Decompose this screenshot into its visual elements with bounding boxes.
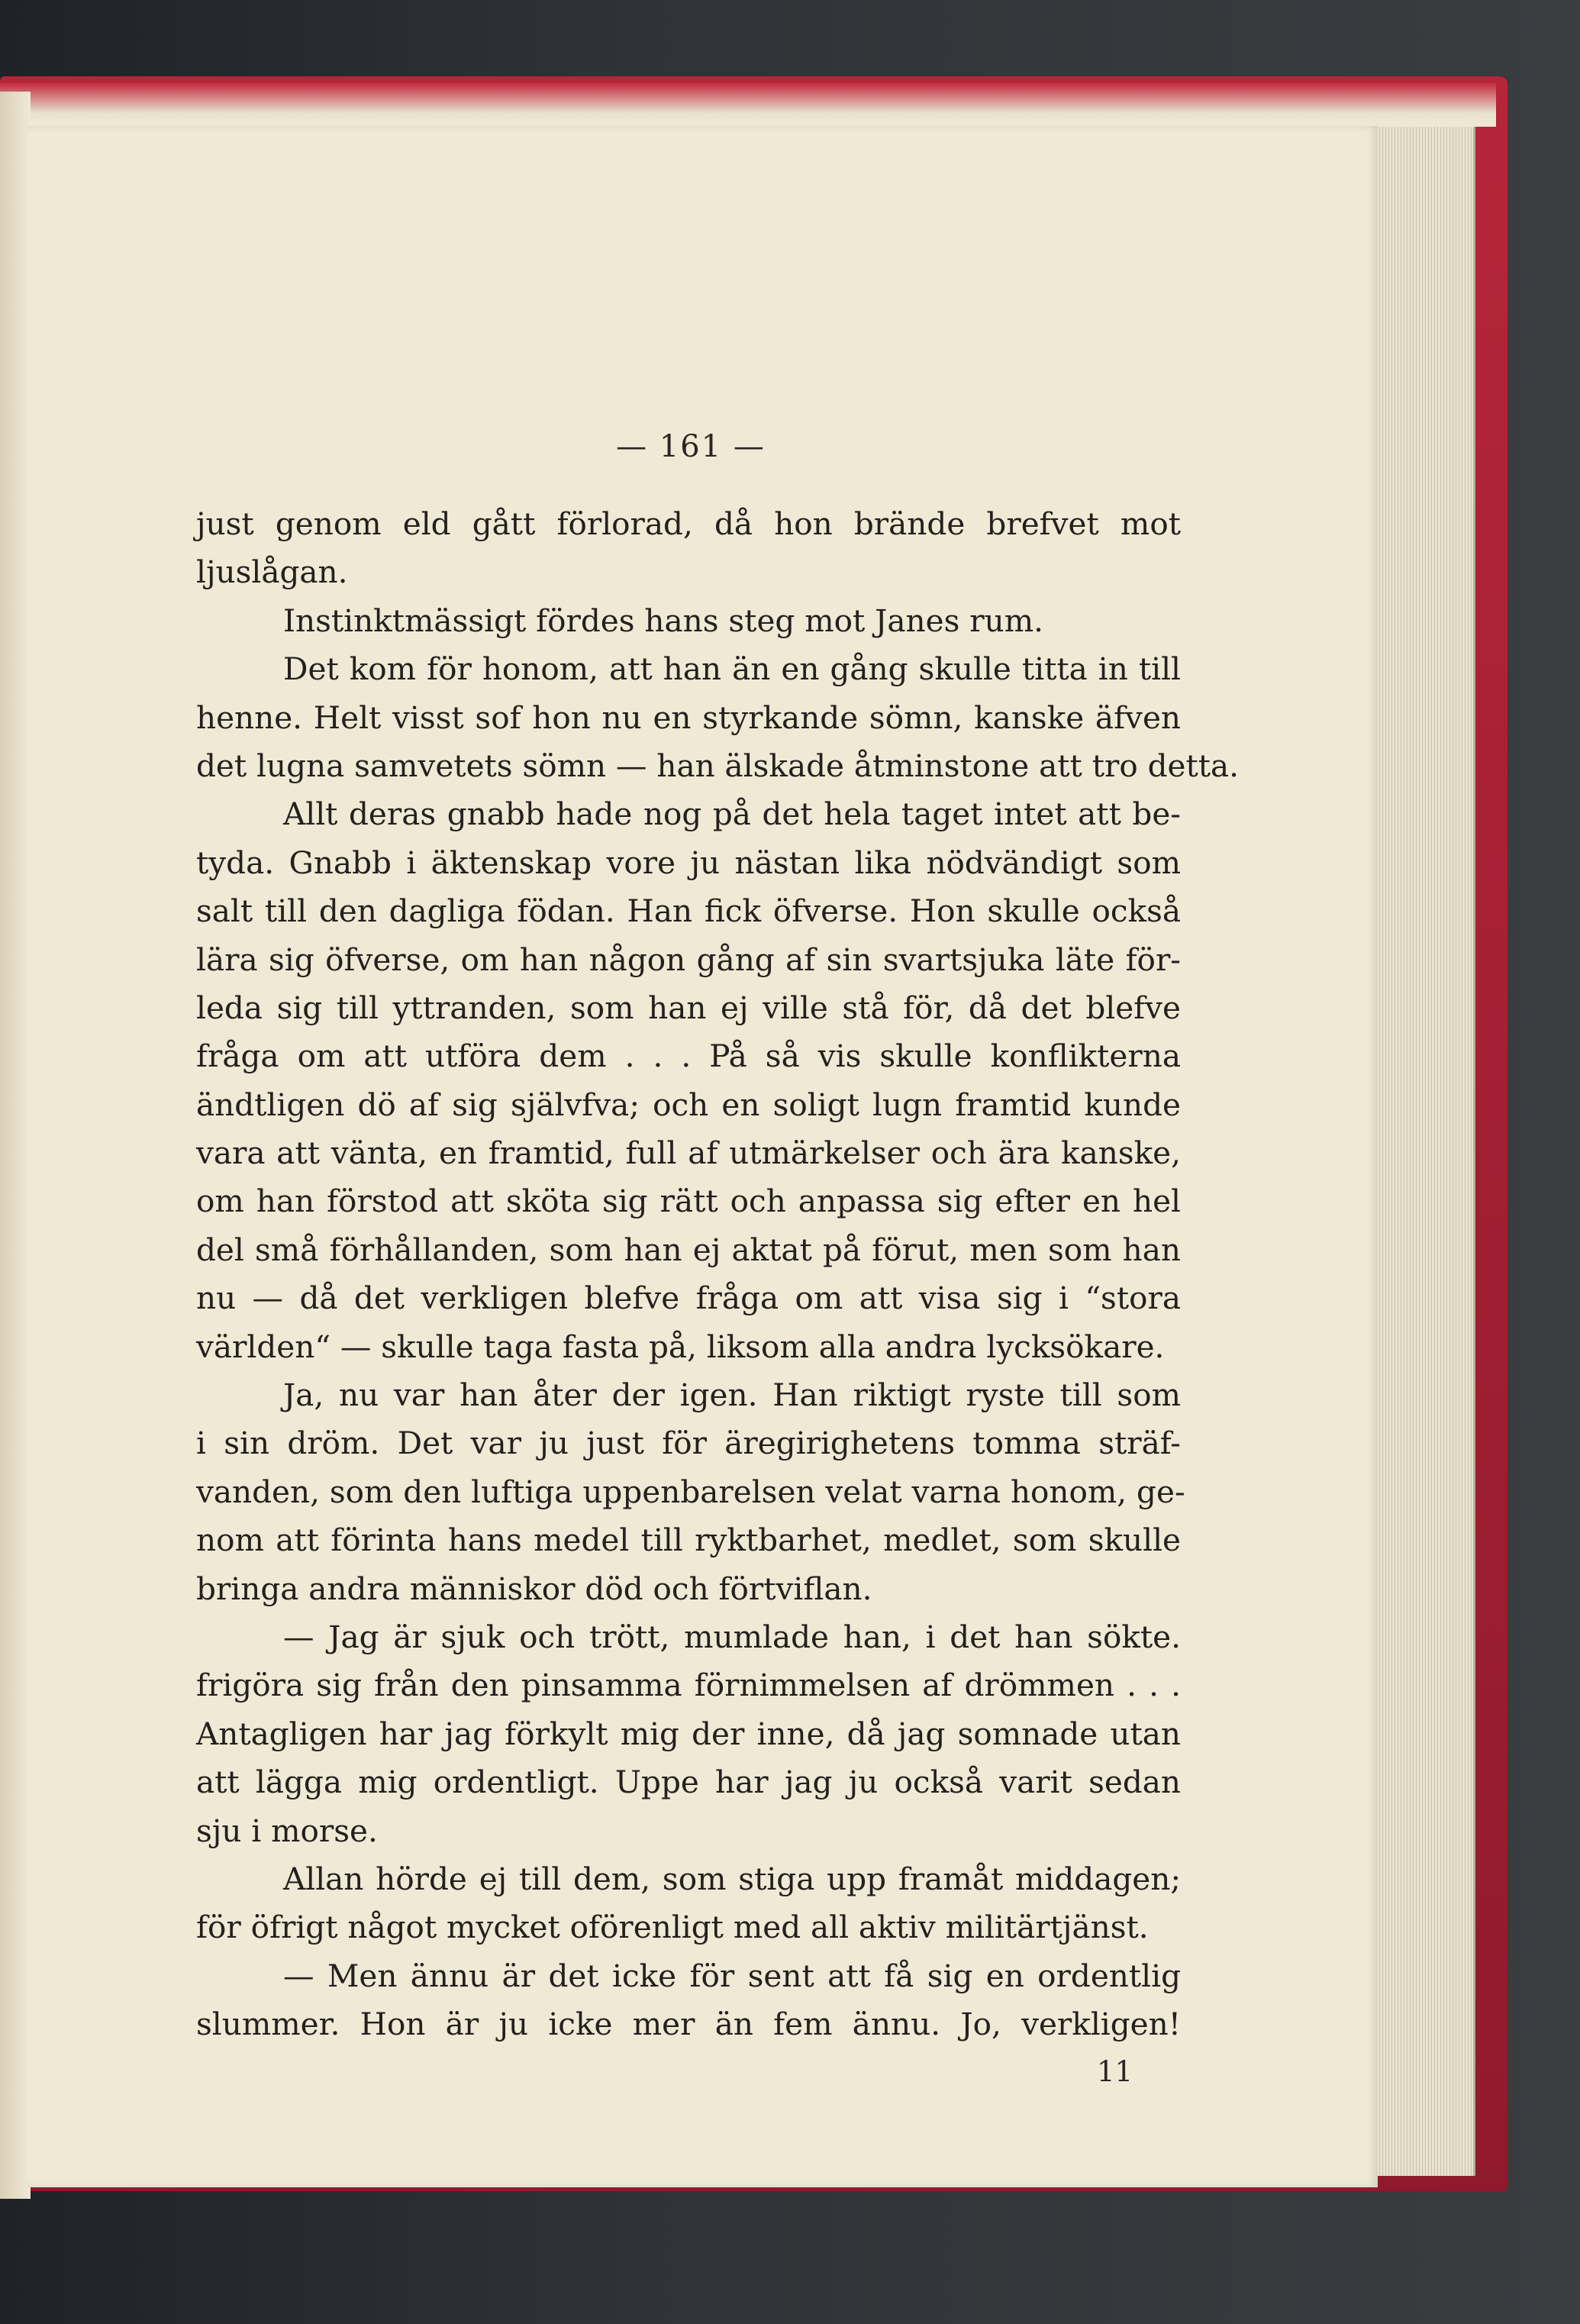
text-line: Det kom för honom, att han än en gång skulle titta in till — [283, 650, 1181, 688]
text-line: Instinktmässigt fördes hans steg mot Janes rum. — [283, 602, 1043, 639]
book-spine-edge — [0, 92, 31, 2199]
text-line: bringa andra människor död och förtviflan. — [196, 1570, 872, 1607]
text-line: vanden, som den luftiga uppenbarelsen velat varna honom, ge- — [196, 1473, 1185, 1510]
text-line: salt till den dagliga födan. Han fick öfverse. Hon skulle också — [196, 892, 1181, 930]
signature-mark: 11 — [1097, 2055, 1133, 2088]
text-line: att lägga mig ordentligt. Uppe har jag ju också varit sedan — [196, 1764, 1181, 1801]
text-line: slummer. Hon är ju icke mer än fem ännu. Jo, verkligen! — [196, 2006, 1181, 2043]
text-line: ändtligen dö af sig självfva; och en soligt lugn framtid kunde — [196, 1086, 1181, 1123]
text-line: tyda. Gnabb i äktenskap vore ju nästan lika nödvändigt som — [196, 844, 1181, 881]
text-line: sju i morse. — [196, 1812, 378, 1849]
text-line: om han förstod att sköta sig rätt och anpassa sig efter en hel — [196, 1183, 1181, 1220]
text-line: för öfrigt något mycket oförenligt med all aktiv militärtjänst. — [196, 1909, 1149, 1946]
text-line: nom att förinta hans medel till ryktbarhet, medlet, som skulle — [196, 1522, 1181, 1559]
body-text — [196, 500, 1240, 2049]
text-line: världen“ — skulle taga fasta på, liksom alla andra lycksökare. — [196, 1328, 1165, 1365]
page-top-edge — [0, 82, 1496, 127]
text-line: Antagligen har jag förkylt mig der inne, då jag somnade utan — [196, 1715, 1181, 1752]
text-line: fråga om att utföra dem . . . På så vis skulle konflikterna — [196, 1038, 1181, 1075]
text-line: Allan hörde ej till dem, som stiga upp framåt middagen; — [283, 1860, 1181, 1897]
text-line: ljuslågan. — [196, 554, 348, 591]
text-line: lära sig öfverse, om han någon gång af sin svartsjuka läte för- — [196, 941, 1181, 978]
text-line: vara att vänta, en framtid, full af utmärkelser och ära kanske, — [196, 1135, 1181, 1172]
book-page — [27, 126, 1378, 2187]
text-line: det lugna samvetets sömn — han älskade åtminstone att tro detta. — [196, 747, 1240, 784]
text-line: leda sig till yttranden, som han ej ville stå för, då det blefve — [196, 989, 1181, 1026]
page-number: — 161 — — [616, 429, 766, 464]
text-line: i sin dröm. Det var ju just för äregirighetens tomma sträf- — [196, 1425, 1181, 1462]
text-line: just genom eld gått förlorad, då hon brände brefvet mot — [196, 505, 1181, 542]
text-line: henne. Helt visst sof hon nu en styrkande sömn, kanske äfven — [196, 699, 1181, 736]
text-line: Ja, nu var han åter der igen. Han riktigt ryste till som — [283, 1377, 1181, 1414]
text-line: — Men ännu är det icke för sent att få sig en ordentlig — [283, 1957, 1181, 1994]
text-line: del små förhållanden, som han ej aktat på förut, men som han — [196, 1231, 1181, 1268]
text-line: — Jag är sjuk och trött, mumlade han, i det han sökte. — [283, 1618, 1181, 1655]
text-line: nu — då det verkligen blefve fråga om att visa sig i “stora — [196, 1280, 1181, 1317]
text-line: Allt deras gnabb hade nog på det hela taget intet att be- — [283, 796, 1181, 833]
text-line: frigöra sig från den pinsamma förnimmelsen af drömmen . . . — [196, 1667, 1181, 1704]
